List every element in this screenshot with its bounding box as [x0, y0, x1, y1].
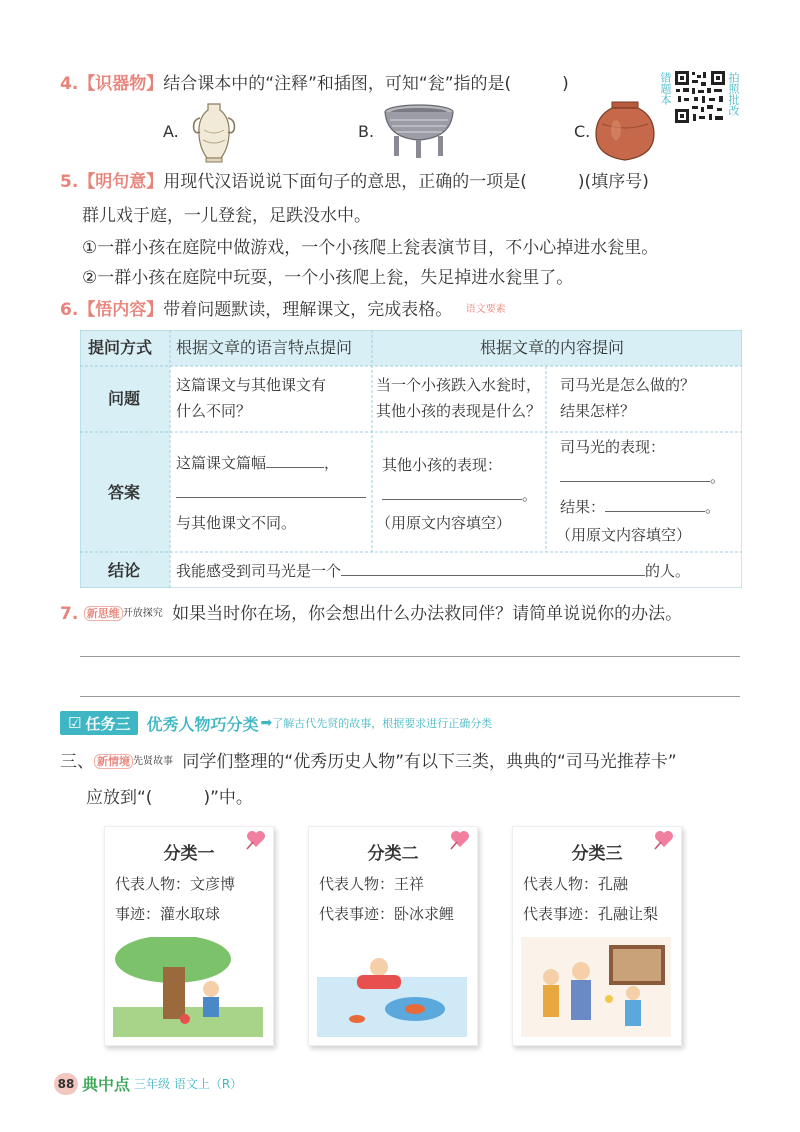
conclusion-end: 的人。: [645, 562, 691, 580]
task3-subtitle: 了解古代先贤的故事，根据要求进行正确分类: [272, 717, 493, 730]
card-3-title: 分类三: [571, 844, 623, 864]
category-card-1: [104, 826, 274, 1046]
q5-text: 用现代汉语说说下面句子的意思，正确的一项是( )(填序号): [163, 172, 649, 192]
task3-banner: [60, 711, 492, 735]
category-card-3: [512, 826, 682, 1046]
q7-tag-a: 新思维: [84, 606, 123, 621]
task3-label: 任务三: [85, 714, 131, 733]
q4-line: [60, 72, 569, 96]
pear-sharing-illustration: [521, 937, 671, 1037]
s3-text-1: 同学们整理的“优秀历史人物”有以下三类，典典的“司马光推荐卡”: [182, 752, 677, 772]
conclusion-text: 我能感受到司马光是一个: [176, 562, 342, 580]
a-lang-3: 与其他课文不同。: [176, 514, 297, 532]
qr-code-icon[interactable]: [674, 70, 726, 124]
tree-boy-illustration: [113, 937, 263, 1037]
q-content1-2: 其他小孩的表现是什么？: [376, 402, 542, 420]
s3-text-2: 应放到“( )”中。: [86, 788, 253, 808]
th-language: 根据文章的语言特点提问: [176, 338, 353, 357]
card-1-title: 分类一: [163, 844, 215, 864]
q-lang-1: 这篇课文与其他课文有: [176, 376, 327, 394]
row-conclusion-label: 结论: [108, 561, 141, 580]
q4-option-b-label: B.: [358, 122, 375, 141]
a-content2-blank-line: [560, 464, 725, 490]
a-content1-hint: （用原文内容填空）: [376, 514, 512, 532]
card-3-person: 代表人物：孔融: [523, 875, 629, 893]
a-lang-blank-2[interactable]: [176, 481, 366, 498]
s3-line-1: [60, 750, 677, 774]
q7-number: 7.: [60, 604, 79, 624]
q6-number: 6.: [60, 300, 79, 320]
task3-label-box: [60, 711, 138, 735]
answer-table: [80, 330, 742, 588]
q-content2-1: 司马光是怎么做的？: [560, 376, 696, 394]
s3-tag-b: 先贤故事: [133, 756, 173, 767]
card-3-deed: 代表事迹：孔融让梨: [523, 905, 659, 923]
task3-title: 优秀人物巧分类: [146, 714, 259, 734]
q6-tag: 【悟内容】: [78, 300, 164, 320]
card-1-person: 代表人物：文彦博: [115, 875, 236, 893]
a-lang-1-line: [176, 450, 339, 476]
card-1-deed: 事迹：灌水取球: [115, 905, 221, 923]
q4-number: 4.: [60, 74, 79, 94]
q6-badge: 语文要素: [465, 304, 506, 315]
row-question-label: 问题: [108, 389, 141, 408]
th-content: 根据文章的内容提问: [480, 338, 625, 357]
a-content2-blank[interactable]: [560, 465, 710, 482]
a-content2-hint: （用原文内容填空）: [556, 526, 692, 544]
a-content2-result-line: [560, 494, 720, 520]
page-number: 88: [54, 1073, 78, 1095]
q7-tag-b: 开放探究: [122, 608, 163, 619]
q4-option-a-label: A.: [163, 122, 179, 141]
a-content2-result-label: 结果：: [560, 498, 606, 516]
q-content2-2: 结果怎样？: [560, 402, 636, 420]
footer: [54, 1072, 242, 1095]
q5-option-2: ②一群小孩在庭院中玩耍，一个小孩爬上瓮，失足掉进水瓮里了。: [82, 268, 574, 288]
arrow-right-icon: ➡: [260, 715, 273, 731]
cauldron-icon: [382, 102, 456, 160]
card-2-deed: 代表事迹：卧冰求鲤: [319, 905, 455, 923]
conclusion-line: [176, 558, 690, 584]
s3-number: 三、: [60, 752, 94, 772]
qr-label-left: 错题本: [659, 72, 672, 105]
a-content2-end2: 。: [705, 498, 721, 516]
vase-icon: [186, 100, 242, 164]
grade-label: 三年级 语文上（R）: [134, 1077, 243, 1091]
a-content1-blank[interactable]: [382, 483, 522, 500]
q4-option-c-label: C.: [574, 122, 591, 141]
card-2-person: 代表人物：王祥: [319, 875, 425, 893]
s3-tag-a: 新情境: [94, 754, 133, 769]
ice-fish-illustration: [317, 937, 467, 1037]
a-lang-comma: ，: [324, 454, 340, 472]
answer-line-2[interactable]: [80, 696, 740, 697]
q6-text: 带着问题默读，理解课文，完成表格。: [163, 300, 453, 320]
qr-label-right: 拍照批改: [727, 72, 740, 116]
q5-tag: 【明句意】: [78, 172, 164, 192]
a-content1-blank-line: [382, 482, 537, 508]
a-content2-end: 。: [710, 468, 726, 486]
a-lang-blank-2-wrap: [176, 480, 366, 506]
q4-text: 结合课本中的“注释”和插图，可知“瓮”指的是( ): [163, 74, 569, 94]
q7-text: 如果当时你在场，你会想出什么办法救同伴？请简单说说你的办法。: [172, 604, 683, 624]
q-lang-2: 什么不同？: [176, 402, 252, 420]
jar-icon: [594, 100, 656, 162]
card-2-title: 分类二: [367, 844, 419, 864]
conclusion-blank[interactable]: [341, 559, 645, 576]
q6-line: [60, 298, 506, 322]
category-card-2: [308, 826, 478, 1046]
q5-option-1: ①一群小孩在庭院中做游戏，一个小孩爬上瓮表演节目，不小心掉进水瓮里。: [82, 238, 659, 258]
q5-quote: 群儿戏于庭，一儿登瓮，足跌没水中。: [82, 206, 371, 226]
q5-line: [60, 170, 649, 194]
a-content1-1: 其他小孩的表现：: [382, 456, 503, 474]
th-way: 提问方式: [88, 338, 153, 357]
a-lang-1: 这篇课文篇幅: [176, 454, 267, 472]
a-content2-1: 司马光的表现：: [560, 438, 666, 456]
q5-number: 5.: [60, 172, 79, 192]
a-content2-result-blank[interactable]: [605, 495, 705, 512]
a-lang-blank-1[interactable]: [266, 451, 324, 468]
q4-tag: 【识器物】: [78, 74, 164, 94]
qr-block[interactable]: [660, 70, 740, 126]
a-content1-end: 。: [522, 486, 538, 504]
answer-line-1[interactable]: [80, 656, 740, 657]
brand-logo: 典中点: [82, 1075, 131, 1094]
q7-line: [60, 602, 682, 626]
checkbox-icon: ☑: [68, 714, 82, 732]
q-content1-1: 当一个小孩跌入水瓮时，: [376, 376, 542, 394]
row-answer-label: 答案: [108, 483, 141, 502]
